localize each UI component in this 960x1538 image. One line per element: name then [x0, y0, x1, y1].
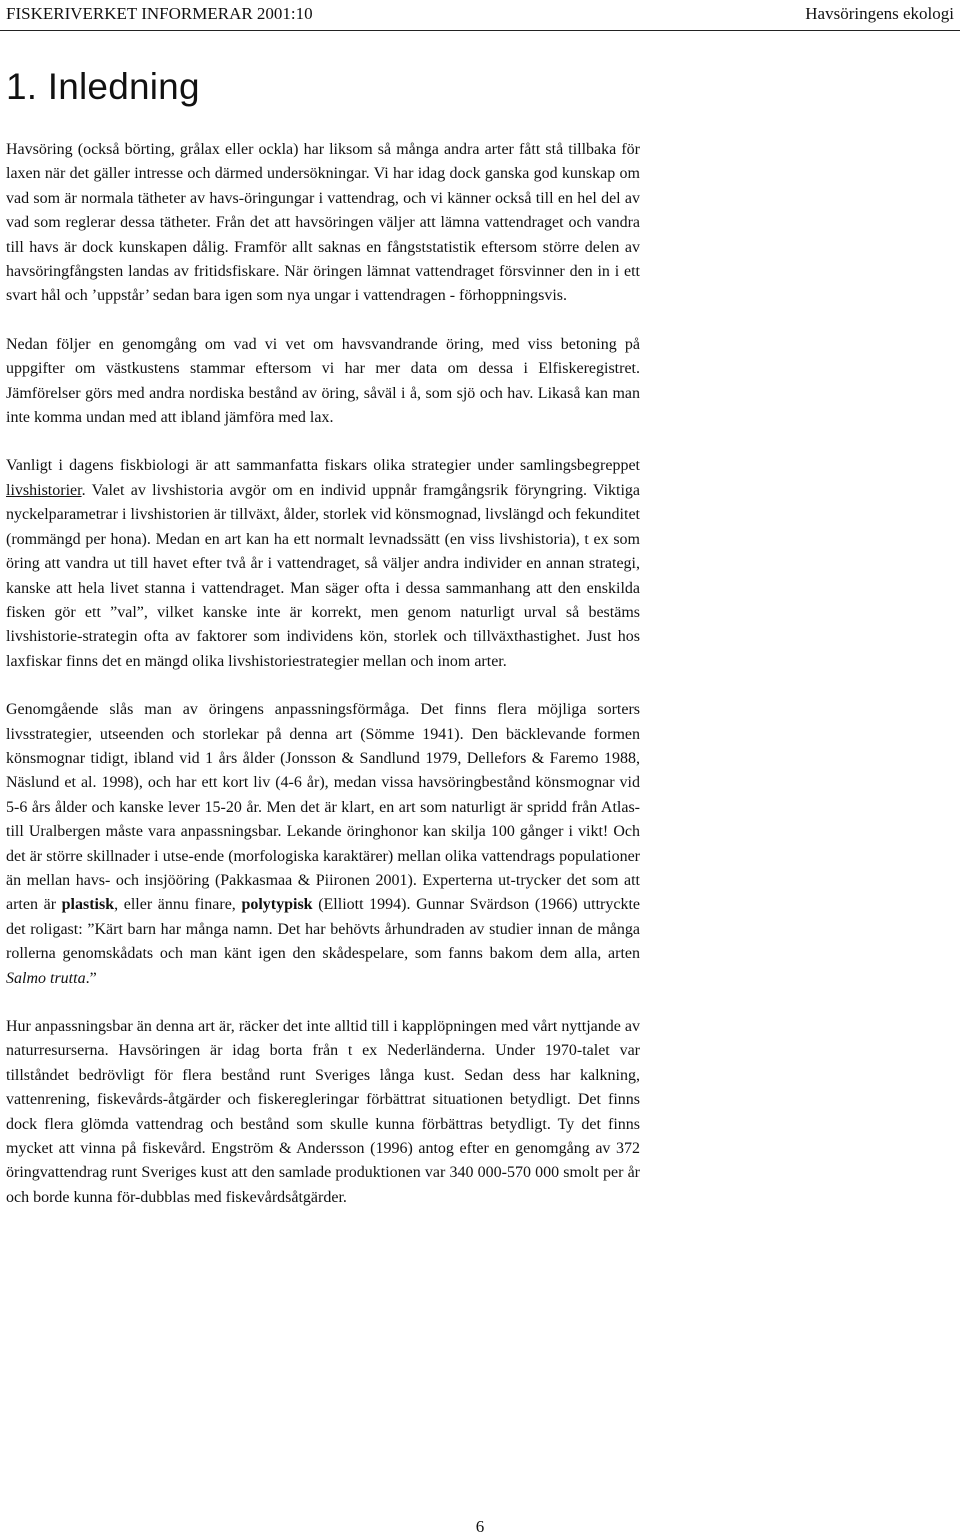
paragraph-4 [6, 698, 640, 991]
page-number: 6 [475, 1517, 485, 1536]
paragraph-3 [6, 454, 640, 674]
paragraph-3-part-b: . Valet av livshistoria avgör om en individ uppnår framgångsrik föryngring. Viktiga nyckelparametrar i livshistorien är tillväxt, ålder, storlek vid könsmognad, livslängd och fekunditet (rommängd per hona). Medan en art kan ha ett normalt levnadssätt (en viss livshistoria), t ex som öring att vandra ut till havet efter två år i vattendraget, så väljer andra individer en annan strategi, kanske att hela livet stanna i vattendraget. Man säger ofta i dessa sammanhang att den enskilda fisken gör ett ”val”, vilket kanske inte är korrekt, men genom naturligt urval så bestäms livshistorie-strategin ofta av faktorer som individens kön, storlek och tillväxthastighet. Just hos laxfiskar finns det en mängd olika livshistoriestrategier mellan och inom arter. [6, 481, 640, 670]
paragraph-1: Havsöring (också börting, grålax eller ockla) har liksom så många andra arter fått stå tillbaka för laxen när det gäller intresse och därmed undersökningar. Vi har idag dock ganska god kunskap om vad som är normala tätheter av havs-öringungar i vattendrag, och vi känner också till en hel del av vad som reglerar dessa tätheter. Från det att havsöringen väljer att lämna vattendraget och vandra till havs är dock kunskapen dålig. Framför allt saknas en fångststatistik eftersom större delen av havsöringfångsten landas av fritidsfiskare. När öringen lämnat vattendraget försvinner den in i ett svart hål och ’uppstår’ sedan bara igen som nya ungar i vattendragen - förhoppningsvis. [6, 141, 640, 305]
paragraph-3-part-a: Vanligt i dagens fiskbiologi är att sammanfatta fiskars olika strategier under samlingsbegreppet [6, 457, 640, 475]
header-section-title: Havsöringens ekologi [805, 4, 954, 23]
header-publication: FISKERIVERKET INFORMERAR 2001:10 [6, 4, 313, 23]
paragraph-4-part-c: , eller ännu finare, [114, 896, 242, 914]
paragraph-4-part-a: Genomgående slås man av öringens anpassningsförmåga. Det finns flera möjliga sorters livsstrategier, utseenden och storlekar på denna art (Sömme 1941). Den bäcklevande formen könsmognar tidigt, ibland vid 1 års ålder (Jonsson & Sandlund 1979, Dellefors & Faremo 1988, Näslund et al. 1998), och har ett kort liv (4-6 år), medan vissa havsöringbestånd könsmognar vid 5-6 års ålder och kanske lever 15-20 år. Men det är klart, en art som naturligt är spridd från Atlas- till Uralbergen måste vara anpassningsbar. Lekande öringhonor kan skilja 100 gånger i vikt! Och det är större skillnader i utse-ende (morfologiska karaktärer) mellan olika vattendrags populationer än mellan havs- och insjööring (Pakkasmaa & Piironen 2001). Experterna ut-trycker det som att arten är [6, 701, 640, 914]
running-header [0, 0, 960, 31]
paragraph-4-part-e: .” [85, 969, 97, 987]
term-plastisk: plastisk [61, 896, 115, 914]
term-livshistorier: livshistorier [6, 481, 82, 499]
paragraph-5: Hur anpassningsbar än denna art är, räcker det inte alltid till i kapplöpningen med vårt nyttjande av naturresurserna. Havsöringen är idag borta från t ex Nederländerna. Under 1970-talet var tillståndet bedrövligt för flera bestånd runt Sveriges långa kust. Sedan dess har kalkning, vattenrening, fiskevårds-åtgärder och fiskeregleringar förbättrat situationen betydligt. Det finns dock flera glömda vattendrag och bestånd som skulle kunna förbättras betydligt. Ty det finns mycket att vinna på fiskevård. Engström & Andersson (1996) antog efter en genomgång av 372 öringvattendrag runt Sveriges kust att den samlade produktionen var 340 000-570 000 smolt per år och borde kunna för-dubblas med fiskevårdsåtgärder. [6, 1018, 640, 1206]
paragraph-4-part-d: (Elliott 1994). Gunnar Svärdson (1966) uttryckte det roligast: ”Kärt barn har många namn. Det har behövts århundraden av studier innan de många rollerna genomskådats och man känt igen den skådespelare, som fanns bakom dem alla, arten [6, 896, 641, 963]
term-polytypisk: polytypisk [241, 896, 313, 914]
chapter-title: 1. Inledning [6, 66, 200, 107]
species-name: Salmo trutta [6, 969, 86, 987]
body-text [6, 138, 640, 1234]
paragraph-2: Nedan följer en genomgång om vad vi vet om havsvandrande öring, med viss betoning på uppgifter om västkustens stammar eftersom vi har mer data om dessa i Elfiskeregistret. Jämförelser görs med andra nordiska bestånd av öring, såväl i å, som sjö och hav. Likaså kan man inte komma undan med att ibland jämföra med lax. [6, 335, 640, 427]
